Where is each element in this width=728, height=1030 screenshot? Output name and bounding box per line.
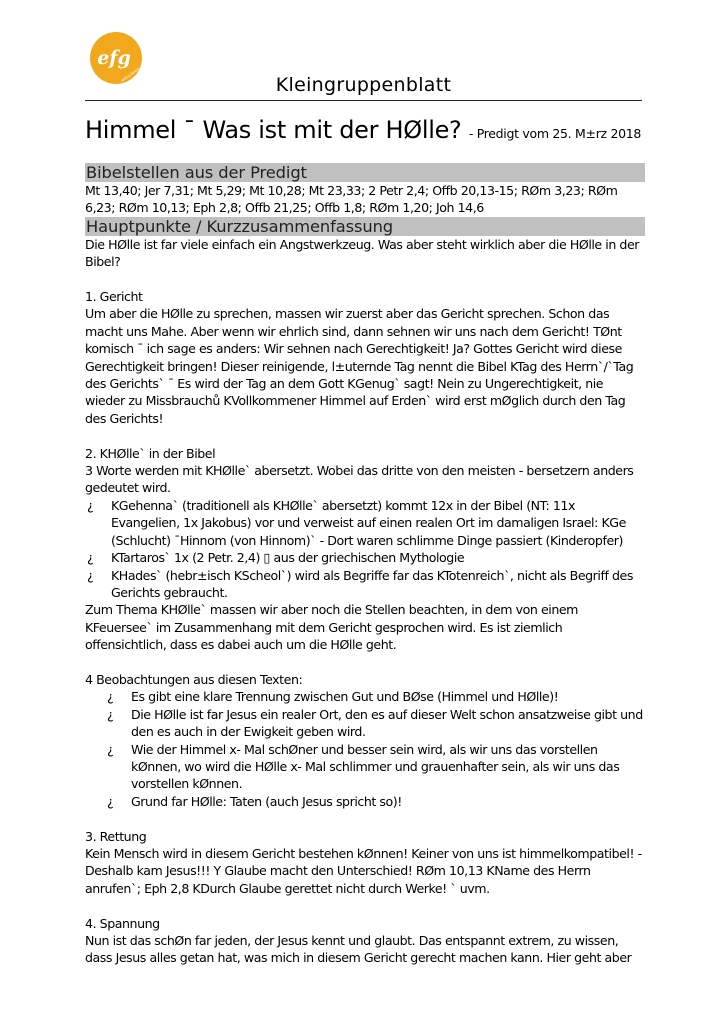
- document-body: [85, 163, 645, 967]
- section-heading-summary: Hauptpunkte / Kurzzusammenfassung: [85, 217, 645, 236]
- header-divider: [85, 100, 642, 101]
- paragraph-rettung: Kein Mensch wird in diesem Gericht bestehen kØnnen! Keiner von uns ist himmelkompatibel! - Deshalb kam Jesus!!! Y Glaube macht den Unterschied! RØm 10,13 KName des Herrn anrufen`; Eph 2,8 KDurch Glaube gerettet nicht durch Werke! ` uvm.: [85, 845, 642, 896]
- list-item: [85, 688, 645, 705]
- paragraph-hoelle: 3 Worte werden mit KHØlle` abersetzt. Wobei das dritte von den meisten - bersetzern anders gedeutet wird.: [85, 463, 634, 496]
- paragraph-gericht: Um aber die HØlle zu sprechen, massen wir zuerst aber das Gericht sprechen. Schon das macht uns Mahe. Aber wenn wir ehrlich sind, dann sehnen wir uns nach dem Gericht! TØnt komisch ¯ ich sage es anders: Wir sehnen nach Gerechtigkeit! Ja? Gottes Gericht wird diese Gerechtigkeit bringen! Dieser reinigende, l±uternde Tag nennt die Bibel KTag des Herrn`/`Tag des Gerichts` ¯ Es wird der Tag an dem Gott KGenug` sagt! Nein zu Ungerechtigkeit, nie wieder zu Missbrauchů KVollkommener Himmel auf Erden` wird erst mØglich durch den Tag des Gerichts!: [85, 306, 634, 426]
- list-item: [85, 497, 645, 549]
- bullet-marker: ¿: [107, 706, 114, 722]
- paragraph-feuersee: Zum Thema KHØlle` massen wir aber noch die Stellen beachten, in dem von einem KFeuersee` im Zusammenhang mit dem Gericht gesprochen wird. Es ist ziemlich offensichtlich, dass es dabei auch um die HØlle geht.: [85, 602, 578, 653]
- heading-gericht: 1. Gericht: [85, 289, 143, 305]
- bible-references: Mt 13,40; Jer 7,31; Mt 5,29; Mt 10,28; Mt 23,33; 2 Petr 2,4; Offb 20,13-15; RØm 3,23; RØm 6,23; RØm 10,13; Eph 2,8; Offb 21,25; Offb 1,8; RØm 1,20; Joh 14,6: [85, 183, 618, 216]
- heading-beobachtungen: 4 Beobachtungen aus diesen Texten:: [85, 671, 303, 687]
- logo-subtext: WIEDLISBACH: [120, 66, 141, 83]
- bullet-marker: ¿: [107, 741, 114, 757]
- list-item: [85, 741, 645, 793]
- list-item-text: KTartaros` 1x (2 Petr. 2,4) ▯ aus der griechischen Mythologie: [111, 550, 465, 566]
- bullet-marker: ¿: [87, 567, 94, 583]
- list-item: [85, 549, 645, 566]
- bullet-marker: ¿: [87, 497, 94, 513]
- sermon-title-main: Himmel ¯ Was ist mit der HØlle?: [85, 116, 469, 144]
- heading-hoelle: 2. KHØlle` in der Bibel: [85, 445, 216, 461]
- summary-intro: Die HØlle ist far viele einfach ein Angstwerkzeug. Was aber steht wirklich aber die HØlle in der Bibel?: [85, 236, 639, 270]
- paragraph-spannung: Nun ist das schØn far jeden, der Jesus kennt und glaubt. Das entspannt extrem, zu wissen, dass Jesus alles getan hat, was mich in diesem Gericht gerecht machen kann. Hier geht aber: [85, 932, 632, 966]
- heading-spannung: 4. Spannung: [85, 915, 160, 931]
- sermon-title-date: - Predigt vom 25. M±rz 2018: [468, 126, 642, 141]
- sermon-title: [85, 116, 641, 144]
- section-heading-bible: Bibelstellen aus der Predigt: [85, 163, 645, 182]
- beobachtungen-list: [85, 688, 645, 810]
- bullet-marker: ¿: [107, 689, 114, 705]
- logo-text: efg: [97, 47, 131, 69]
- list-item-text: Wie der Himmel x- Mal schØner und besser sein wird, als wir uns das vorstellen kØnnen, wo wird die HØlle x- Mal schlimmer und grauenhafter sein, als wir uns das vorstellen kØnnen.: [131, 741, 620, 792]
- bullet-marker: ¿: [107, 793, 114, 809]
- list-item-text: KHades` (hebr±isch KScheol`) wird als Begriffe far das KTotenreich`, nicht als Begriff des Gerichts gebraucht.: [111, 567, 633, 600]
- document-title: Kleingruppenblatt: [275, 74, 452, 96]
- list-item-text: Die HØlle ist far Jesus ein realer Ort, den es auf dieser Welt schon ansatzweise gibt und den es auch in der Ewigkeit geben wird.: [131, 706, 643, 740]
- list-item-text: Grund far HØlle: Taten (auch Jesus spricht so)!: [131, 793, 402, 809]
- list-item-text: Es gibt eine klare Trennung zwischen Gut und BØse (Himmel und HØlle)!: [131, 689, 559, 705]
- bullet-marker: ¿: [87, 550, 94, 566]
- list-item-text: KGehenna` (traditionell als KHØlle` abersetzt) kommt 12x in der Bibel (NT: 11x Evangelien, 1x Jakobus) vor und verweist auf einen realen Ort im damaligen Israel: KGe (Schlucht) ¯Hinnom (von Hinnom)` - Dort waren schlimme Dinge passiert (Kinderopfer): [111, 497, 626, 548]
- heading-rettung: 3. Rettung: [85, 828, 147, 844]
- list-item: [85, 793, 645, 810]
- list-item: [85, 567, 645, 602]
- list-item: [85, 706, 645, 741]
- hoelle-list: [85, 497, 645, 601]
